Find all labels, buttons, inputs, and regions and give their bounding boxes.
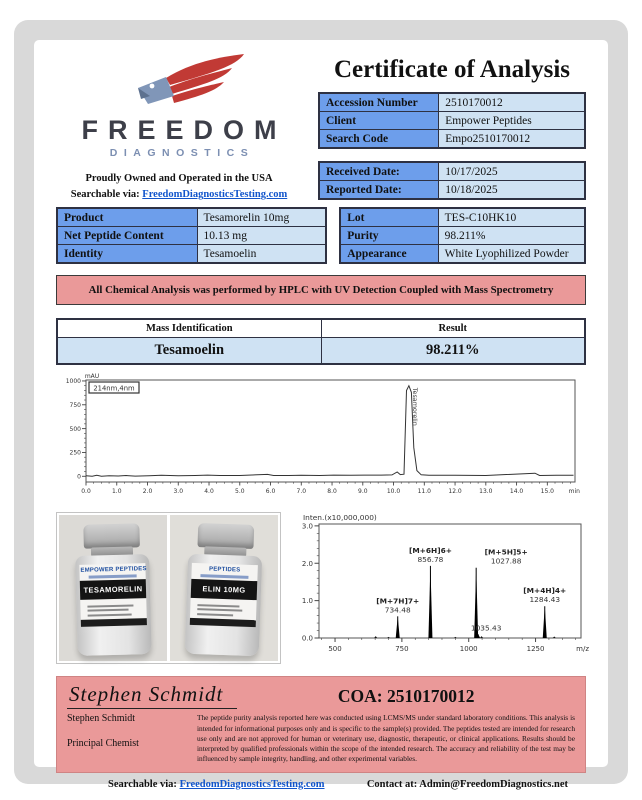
received-date-label: Received Date: — [319, 162, 439, 181]
document-title: Certificate of Analysis — [333, 56, 571, 83]
vial-body — [75, 554, 152, 656]
accession-table — [318, 92, 586, 149]
table-row — [340, 227, 585, 245]
searchable-line — [56, 189, 302, 200]
vial-photos — [56, 512, 281, 664]
vial-product-band: TESAMORELIN — [80, 579, 146, 600]
usa-tagline: Proudly Owned and Operated in the USA — [85, 173, 273, 185]
appearance-value: White Lyophilized Powder — [438, 245, 585, 264]
vial-subtext-line — [89, 575, 137, 579]
signer-title: Principal Chemist — [67, 738, 139, 750]
svg-text:9.0: 9.0 — [358, 488, 368, 496]
mass-spectrum — [289, 512, 591, 669]
appearance-label: Appearance — [340, 245, 438, 264]
mass-identification-table — [56, 318, 586, 365]
footer-detail-row — [67, 713, 575, 764]
signer-block — [67, 713, 185, 764]
identity-label: Identity — [57, 245, 197, 264]
table-row — [319, 93, 585, 112]
svg-text:Inten.(x10,000,000): Inten.(x10,000,000) — [303, 513, 377, 523]
certificate-sheet — [34, 40, 608, 790]
identity-value: Tesamoelin — [197, 245, 326, 264]
tesamorelin-vial — [71, 523, 154, 656]
product-label: Product — [57, 208, 197, 227]
accession-number-value: 2510170012 — [439, 93, 585, 112]
svg-text:0: 0 — [77, 473, 81, 481]
vial-bottom-band — [190, 618, 256, 627]
mass-id-result: 98.211% — [321, 338, 585, 365]
reported-date-label: Reported Date: — [319, 181, 439, 200]
svg-text:1250: 1250 — [526, 645, 545, 654]
svg-text:750: 750 — [395, 645, 409, 654]
svg-text:3.0: 3.0 — [301, 522, 313, 531]
fine-print-line — [88, 613, 132, 616]
vial-photo-left — [59, 515, 167, 661]
svg-text:2.0: 2.0 — [301, 560, 313, 569]
search-code-label: Search Code — [319, 130, 439, 149]
client-value: Empower Peptides — [439, 112, 585, 130]
method-banner: All Chemical Analysis was performed by HPLC with UV Detection Coupled with Mass Spectrometry — [56, 275, 586, 305]
table-row — [340, 208, 585, 227]
table-header-row — [57, 319, 585, 338]
title-and-ids-column — [318, 52, 586, 200]
lot-label: Lot — [340, 208, 438, 227]
search-code-value: Empo2510170012 — [439, 130, 585, 149]
mass-id-name: Tesamoelin — [57, 338, 321, 365]
svg-text:13.0: 13.0 — [479, 488, 493, 496]
vial-label — [190, 563, 258, 627]
table-row — [319, 162, 585, 181]
vial-cap — [83, 524, 140, 549]
tesamorelin-vial-back — [182, 523, 267, 657]
svg-text:500: 500 — [328, 645, 342, 654]
svg-text:214nm,4nm: 214nm,4nm — [93, 384, 135, 393]
vial-label — [79, 563, 147, 626]
svg-text:1.0: 1.0 — [301, 597, 313, 606]
table-row — [319, 181, 585, 200]
svg-text:4.0: 4.0 — [204, 488, 214, 496]
lot-value: TES-C10HK10 — [438, 208, 585, 227]
svg-text:[M+7H]7+: [M+7H]7+ — [376, 596, 420, 606]
svg-text:15.0: 15.0 — [540, 488, 555, 496]
svg-text:734.48: 734.48 — [384, 605, 411, 615]
svg-text:Tesamorelin: Tesamorelin — [411, 388, 420, 427]
reported-date-value: 10/18/2025 — [439, 181, 585, 200]
product-info-row — [56, 207, 586, 264]
svg-text:750: 750 — [69, 402, 81, 410]
mass-id-header: Mass Identification — [57, 319, 321, 338]
purity-value: 98.211% — [438, 227, 585, 245]
result-header: Result — [321, 319, 585, 338]
svg-text:m/z: m/z — [576, 645, 589, 654]
signature-footer — [56, 676, 586, 772]
searchable-link[interactable]: FreedomDiagnosticsTesting.com — [142, 189, 288, 201]
svg-text:mAU: mAU — [84, 373, 100, 381]
svg-text:0.0: 0.0 — [81, 488, 91, 496]
client-label: Client — [319, 112, 439, 130]
svg-text:500: 500 — [69, 426, 81, 434]
coa-number: COA: 2510170012 — [337, 686, 475, 707]
table-row — [57, 245, 326, 264]
vial-bottom-band — [81, 618, 147, 627]
table-row — [57, 227, 326, 245]
table-row — [319, 130, 585, 149]
header — [56, 52, 586, 200]
svg-text:250: 250 — [69, 449, 81, 457]
product-value: Tesamorelin 10mg — [197, 208, 326, 227]
svg-text:1035.43: 1035.43 — [470, 623, 502, 633]
contact-text: Contact at: Admin@FreedomDiagnostics.net — [366, 778, 568, 790]
fine-print-line — [197, 608, 242, 612]
vial-brand-text: EMPOWER PEPTIDES — [80, 566, 147, 575]
svg-text:1.0: 1.0 — [111, 488, 122, 496]
svg-text:min: min — [568, 488, 580, 496]
purity-label: Purity — [340, 227, 438, 245]
signer-name: Stephen Schmidt — [67, 713, 136, 725]
svg-text:10.0: 10.0 — [386, 488, 401, 496]
svg-text:7.0: 7.0 — [296, 488, 307, 496]
signature-script: Stephen Schmidt — [67, 682, 237, 709]
eagle-flag-logo-icon — [108, 54, 250, 116]
vial-photo-right — [170, 515, 278, 661]
svg-text:856.78: 856.78 — [417, 555, 444, 565]
dates-table — [318, 161, 586, 200]
hplc-chromatogram — [56, 372, 586, 509]
fine-print-line — [87, 604, 133, 607]
received-date-value: 10/17/2025 — [439, 162, 585, 181]
svg-text:11.0: 11.0 — [417, 488, 431, 496]
brand-name: FREEDOM — [81, 115, 287, 145]
svg-text:[M+5H]5+: [M+5H]5+ — [484, 548, 528, 558]
svg-text:1027.88: 1027.88 — [490, 557, 522, 567]
svg-text:[M+6H]6+: [M+6H]6+ — [408, 546, 452, 556]
signature-row — [67, 682, 575, 709]
accession-number-label: Accession Number — [319, 93, 439, 112]
fine-print-line — [197, 613, 233, 616]
fine-print-line — [197, 604, 239, 607]
fine-print-line — [88, 609, 129, 612]
table-row — [57, 338, 585, 365]
lot-table — [339, 207, 586, 264]
table-row — [340, 245, 585, 264]
photos-and-spectrum-row — [56, 512, 589, 669]
brand-subtitle: DIAGNOSTICS — [109, 147, 255, 160]
table-row — [57, 208, 326, 227]
product-table — [56, 207, 327, 264]
table-row — [319, 112, 585, 130]
vial-brand-text: PEPTIDES — [208, 566, 241, 574]
mass-spectrum-svg — [289, 512, 591, 664]
brand-column — [56, 52, 302, 200]
svg-text:3.0: 3.0 — [173, 488, 184, 496]
vial-fine-print — [80, 598, 146, 616]
disclaimer-text: The peptide purity analysis reported here was conducted using LCMS/MS under standard laboratory conditions. This analysis is intended for informational purposes only and is specific to the sample(s) provided. The peptides tested are intended for research use only and are not approved for human or veterinary use, diagnostic, therapeutic, or clinical applications. Results should be interpreted by qualified professionals within the scope of the intended research. The accuracy and reliability of the test may be influenced by sample integrity, handling, and other experimental variables. — [197, 713, 575, 764]
svg-text:0.0: 0.0 — [301, 634, 313, 643]
searchable-label: Searchable via: — [70, 189, 140, 201]
vial-body — [185, 554, 262, 657]
gray-border-frame — [14, 20, 628, 790]
vial-fine-print — [190, 598, 257, 617]
bottom-links-row — [56, 773, 586, 790]
svg-text:1000: 1000 — [459, 645, 478, 654]
hplc-chart-svg — [56, 372, 582, 504]
svg-text:14.0: 14.0 — [509, 488, 524, 496]
svg-text:5.0: 5.0 — [235, 488, 245, 496]
svg-text:1284.43: 1284.43 — [529, 595, 561, 605]
vial-product-band: ELIN 10MG — [191, 579, 258, 600]
svg-text:[M+4H]4+: [M+4H]4+ — [523, 586, 567, 596]
svg-text:6.0: 6.0 — [265, 488, 276, 496]
bottom-searchable-link[interactable]: FreedomDiagnosticsTesting.com — [179, 778, 325, 790]
svg-text:2.0: 2.0 — [142, 488, 153, 496]
svg-text:12.0: 12.0 — [448, 488, 462, 496]
svg-text:1000: 1000 — [65, 378, 81, 386]
bottom-searchable-label: Searchable via: — [108, 778, 177, 790]
svg-text:8.0: 8.0 — [327, 488, 337, 496]
net-peptide-value: 10.13 mg — [197, 227, 326, 245]
net-peptide-label: Net Peptide Content — [57, 227, 197, 245]
bottom-searchable — [108, 779, 325, 790]
